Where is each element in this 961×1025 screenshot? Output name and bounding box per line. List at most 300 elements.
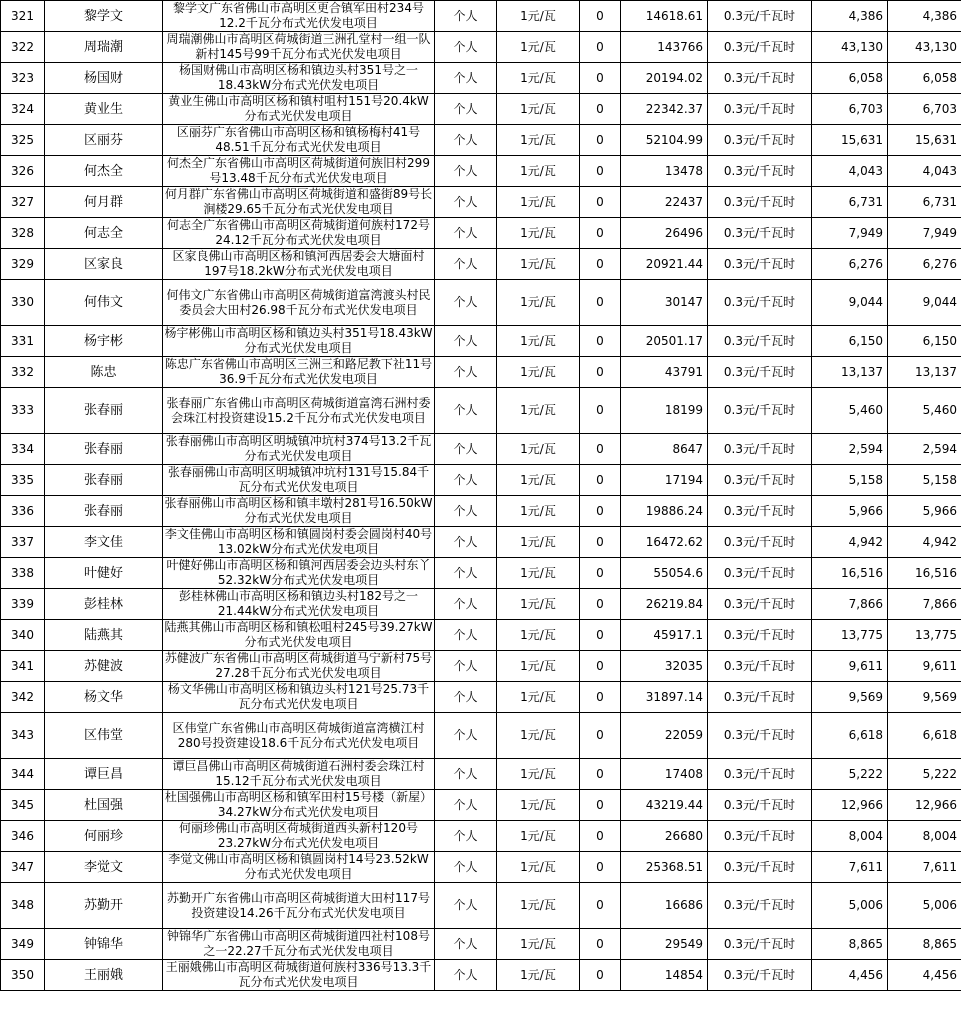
subsidy-total: 2,594 [888, 434, 961, 465]
subsidy-total: 4,942 [888, 527, 961, 558]
applicant-type: 个人 [435, 326, 497, 357]
subsidy-amount: 9,569 [812, 682, 888, 713]
row-number: 322 [1, 32, 45, 63]
zero-value: 0 [580, 960, 621, 991]
applicant-type: 个人 [435, 465, 497, 496]
table-row [1, 32, 961, 63]
applicant-type: 个人 [435, 1, 497, 32]
subsidy-standard: 1元/瓦 [497, 465, 580, 496]
generation-kwh: 22059 [621, 713, 708, 759]
table-row [1, 218, 961, 249]
table-row [1, 94, 961, 125]
subsidy-standard: 1元/瓦 [497, 759, 580, 790]
subsidy-rate: 0.3元/千瓦时 [708, 929, 812, 960]
applicant-type: 个人 [435, 759, 497, 790]
table-row [1, 821, 961, 852]
person-name: 王丽娥 [45, 960, 163, 991]
table-row [1, 713, 961, 759]
subsidy-amount: 6,058 [812, 63, 888, 94]
project-name: 杨文华佛山市高明区杨和镇边头村121号25.73千瓦分布式光伏发电项目 [163, 682, 435, 713]
person-name: 李文佳 [45, 527, 163, 558]
generation-kwh: 14618.61 [621, 1, 708, 32]
subsidy-amount: 5,006 [812, 883, 888, 929]
applicant-type: 个人 [435, 388, 497, 434]
row-number: 331 [1, 326, 45, 357]
applicant-type: 个人 [435, 218, 497, 249]
table-row [1, 434, 961, 465]
row-number: 339 [1, 589, 45, 620]
subsidy-standard: 1元/瓦 [497, 326, 580, 357]
subsidy-standard: 1元/瓦 [497, 1, 580, 32]
generation-kwh: 143766 [621, 32, 708, 63]
table-row [1, 326, 961, 357]
row-number: 337 [1, 527, 45, 558]
applicant-type: 个人 [435, 558, 497, 589]
project-name: 张春丽佛山市高明区杨和镇丰墩村281号16.50kW分布式光伏发电项目 [164, 496, 433, 525]
row-number: 334 [1, 434, 45, 465]
person-name: 苏勤开 [45, 883, 163, 929]
person-name: 黄业生 [45, 94, 163, 125]
generation-kwh: 14854 [621, 960, 708, 991]
zero-value: 0 [580, 32, 621, 63]
subsidy-total: 8,004 [888, 821, 961, 852]
subsidy-rate: 0.3元/千瓦时 [708, 94, 812, 125]
subsidy-total: 43,130 [888, 32, 961, 63]
subsidy-total: 7,611 [888, 852, 961, 883]
project-name: 区伟堂广东省佛山市高明区荷城街道富湾横江村280号投资建设18.6千瓦分布式光伏发电项目 [163, 713, 435, 759]
subsidy-total: 4,456 [888, 960, 961, 991]
project-name: 张春丽广东省佛山市高明区荷城街道富湾石洲村委会珠江村投资建设15.2千瓦分布式光伏发电项目 [163, 388, 435, 434]
row-number: 336 [1, 496, 45, 527]
subsidy-amount: 6,703 [812, 94, 888, 125]
project-name: 杨宇彬佛山市高明区杨和镇边头村351号18.43kW分布式光伏发电项目 [164, 326, 433, 355]
table-row [1, 125, 961, 156]
row-number: 324 [1, 94, 45, 125]
generation-kwh: 43219.44 [621, 790, 708, 821]
subsidy-rate: 0.3元/千瓦时 [708, 620, 812, 651]
row-number: 325 [1, 125, 45, 156]
subsidy-amount: 5,460 [812, 388, 888, 434]
subsidy-standard: 1元/瓦 [497, 852, 580, 883]
row-number: 350 [1, 960, 45, 991]
zero-value: 0 [580, 326, 621, 357]
applicant-type: 个人 [435, 713, 497, 759]
subsidy-standard: 1元/瓦 [497, 63, 580, 94]
person-name: 张春丽 [45, 388, 163, 434]
subsidy-standard: 1元/瓦 [497, 821, 580, 852]
subsidy-standard: 1元/瓦 [497, 249, 580, 280]
subsidy-standard: 1元/瓦 [497, 280, 580, 326]
zero-value: 0 [580, 218, 621, 249]
table-row [1, 527, 961, 558]
subsidy-standard: 1元/瓦 [497, 357, 580, 388]
table-row [1, 280, 961, 326]
subsidy-total: 8,865 [888, 929, 961, 960]
project-name: 钟锦华广东省佛山市高明区荷城街道四社村108号之一22.27千瓦分布式光伏发电项目 [163, 929, 435, 960]
project-name: 叶健好佛山市高明区杨和镇河西居委会边头村东丫52.32kW分布式光伏发电项目 [163, 558, 435, 589]
table-row [1, 249, 961, 280]
subsidy-rate: 0.3元/千瓦时 [708, 790, 812, 821]
subsidy-rate: 0.3元/千瓦时 [708, 821, 812, 852]
zero-value: 0 [580, 187, 621, 218]
applicant-type: 个人 [435, 682, 497, 713]
subsidy-rate: 0.3元/千瓦时 [708, 960, 812, 991]
person-name: 杜国强 [45, 790, 163, 821]
person-name: 李觉文 [45, 852, 163, 883]
subsidy-total: 5,222 [888, 759, 961, 790]
subsidy-rate: 0.3元/千瓦时 [708, 249, 812, 280]
applicant-type: 个人 [435, 527, 497, 558]
subsidy-amount: 8,004 [812, 821, 888, 852]
subsidy-rate: 0.3元/千瓦时 [708, 759, 812, 790]
generation-kwh: 26496 [621, 218, 708, 249]
project-name: 区家良佛山市高明区杨和镇河西居委会大塘面村197号18.2kW分布式光伏发电项目 [163, 249, 435, 280]
zero-value: 0 [580, 94, 621, 125]
generation-kwh: 29549 [621, 929, 708, 960]
zero-value: 0 [580, 465, 621, 496]
row-number: 345 [1, 790, 45, 821]
subsidy-standard: 1元/瓦 [497, 388, 580, 434]
table-row [1, 929, 961, 960]
subsidy-total: 4,386 [888, 1, 961, 32]
applicant-type: 个人 [435, 434, 497, 465]
generation-kwh: 55054.6 [621, 558, 708, 589]
zero-value: 0 [580, 156, 621, 187]
subsidy-standard: 1元/瓦 [497, 682, 580, 713]
subsidy-standard: 1元/瓦 [497, 558, 580, 589]
applicant-type: 个人 [435, 852, 497, 883]
person-name: 陆燕其 [45, 620, 163, 651]
subsidy-amount: 6,150 [812, 326, 888, 357]
table-row [1, 388, 961, 434]
zero-value: 0 [580, 357, 621, 388]
person-name: 叶健好 [45, 558, 163, 589]
subsidy-total: 6,703 [888, 94, 961, 125]
subsidy-amount: 4,942 [812, 527, 888, 558]
project-name: 李文佳佛山市高明区杨和镇圆岗村委会圆岗村40号13.02kW分布式光伏发电项目 [163, 527, 435, 558]
generation-kwh: 22437 [621, 187, 708, 218]
subsidy-rate: 0.3元/千瓦时 [708, 682, 812, 713]
subsidy-amount: 13,775 [812, 620, 888, 651]
subsidy-rate: 0.3元/千瓦时 [708, 125, 812, 156]
applicant-type: 个人 [435, 249, 497, 280]
subsidy-total: 13,775 [888, 620, 961, 651]
subsidy-rate: 0.3元/千瓦时 [708, 156, 812, 187]
applicant-type: 个人 [435, 125, 497, 156]
zero-value: 0 [580, 929, 621, 960]
generation-kwh: 16686 [621, 883, 708, 929]
row-number: 349 [1, 929, 45, 960]
project-name: 何杰全广东省佛山市高明区荷城街道何族旧村299号13.48千瓦分布式光伏发电项目 [163, 156, 435, 187]
subsidy-total: 7,866 [888, 589, 961, 620]
row-number: 347 [1, 852, 45, 883]
person-name: 张春丽 [45, 434, 163, 465]
subsidy-rate: 0.3元/千瓦时 [708, 388, 812, 434]
subsidy-total: 15,631 [888, 125, 961, 156]
row-number: 340 [1, 620, 45, 651]
subsidy-total: 9,044 [888, 280, 961, 326]
applicant-type: 个人 [435, 589, 497, 620]
subsidy-total: 13,137 [888, 357, 961, 388]
zero-value: 0 [580, 682, 621, 713]
subsidy-rate: 0.3元/千瓦时 [708, 651, 812, 682]
subsidy-standard: 1元/瓦 [497, 527, 580, 558]
subsidy-rate: 0.3元/千瓦时 [708, 713, 812, 759]
project-name: 区丽芬广东省佛山市高明区杨和镇杨梅村41号48.51千瓦分布式光伏发电项目 [163, 125, 435, 156]
table-row [1, 558, 961, 589]
subsidy-amount: 5,222 [812, 759, 888, 790]
subsidy-standard: 1元/瓦 [497, 589, 580, 620]
table-row [1, 620, 961, 651]
project-name: 苏健波广东省佛山市高明区荷城街道马宁新村75号27.28千瓦分布式光伏发电项目 [163, 651, 435, 682]
table-row [1, 589, 961, 620]
zero-value: 0 [580, 1, 621, 32]
zero-value: 0 [580, 527, 621, 558]
generation-kwh: 17194 [621, 465, 708, 496]
generation-kwh: 30147 [621, 280, 708, 326]
zero-value: 0 [580, 883, 621, 929]
subsidy-standard: 1元/瓦 [497, 218, 580, 249]
subsidy-standard: 1元/瓦 [497, 125, 580, 156]
person-name: 黎学文 [45, 1, 163, 32]
row-number: 344 [1, 759, 45, 790]
subsidy-standard: 1元/瓦 [497, 434, 580, 465]
project-name: 黄业生佛山市高明区杨和镇村咀村151号20.4kW分布式光伏发电项目 [163, 94, 435, 125]
subsidy-rate: 0.3元/千瓦时 [708, 218, 812, 249]
subsidy-amount: 9,044 [812, 280, 888, 326]
zero-value: 0 [580, 388, 621, 434]
subsidy-total: 9,611 [888, 651, 961, 682]
subsidy-standard: 1元/瓦 [497, 960, 580, 991]
generation-kwh: 22342.37 [621, 94, 708, 125]
table-row [1, 465, 961, 496]
generation-kwh: 25368.51 [621, 852, 708, 883]
row-number: 343 [1, 713, 45, 759]
generation-kwh: 43791 [621, 357, 708, 388]
zero-value: 0 [580, 496, 621, 527]
subsidy-total: 5,158 [888, 465, 961, 496]
subsidy-amount: 13,137 [812, 357, 888, 388]
subsidy-amount: 7,611 [812, 852, 888, 883]
generation-kwh: 45917.1 [621, 620, 708, 651]
project-name: 杜国强佛山市高明区杨和镇军田村15号楼（新屋）34.27kW分布式光伏发电项目 [163, 790, 435, 821]
table-row [1, 1, 961, 32]
subsidy-total: 6,276 [888, 249, 961, 280]
subsidy-total: 6,150 [888, 326, 961, 357]
generation-kwh: 18199 [621, 388, 708, 434]
row-number: 321 [1, 1, 45, 32]
person-name: 周瑞潮 [45, 32, 163, 63]
project-name: 杨国财佛山市高明区杨和镇边头村351号之一18.43kW分布式光伏发电项目 [163, 63, 435, 94]
row-number: 326 [1, 156, 45, 187]
subsidy-total: 16,516 [888, 558, 961, 589]
zero-value: 0 [580, 713, 621, 759]
generation-kwh: 20501.17 [621, 326, 708, 357]
subsidy-total: 4,043 [888, 156, 961, 187]
subsidy-rate: 0.3元/千瓦时 [708, 32, 812, 63]
subsidy-standard: 1元/瓦 [497, 651, 580, 682]
subsidy-rate: 0.3元/千瓦时 [708, 558, 812, 589]
subsidy-standard: 1元/瓦 [497, 156, 580, 187]
row-number: 332 [1, 357, 45, 388]
project-name: 张春丽佛山市高明区明城镇冲坑村131号15.84千瓦分布式光伏发电项目 [163, 465, 435, 496]
table-row [1, 357, 961, 388]
subsidy-amount: 6,276 [812, 249, 888, 280]
subsidy-amount: 6,731 [812, 187, 888, 218]
table-row [1, 156, 961, 187]
project-name: 谭巨昌佛山市高明区荷城街道石洲村委会珠江村15.12千瓦分布式光伏发电项目 [163, 759, 435, 790]
zero-value: 0 [580, 759, 621, 790]
table-row [1, 651, 961, 682]
table-row [1, 759, 961, 790]
project-name: 何伟文广东省佛山市高明区荷城街道富湾渡头村民委员会大田村26.98千瓦分布式光伏发电项目 [163, 280, 435, 326]
zero-value: 0 [580, 620, 621, 651]
row-number: 323 [1, 63, 45, 94]
row-number: 328 [1, 218, 45, 249]
person-name: 苏健波 [45, 651, 163, 682]
generation-kwh: 31897.14 [621, 682, 708, 713]
project-name: 何丽珍佛山市高明区荷城街道西头新村120号23.27kW分布式光伏发电项目 [163, 821, 435, 852]
subsidy-standard: 1元/瓦 [497, 94, 580, 125]
zero-value: 0 [580, 125, 621, 156]
row-number: 348 [1, 883, 45, 929]
table-row [1, 883, 961, 929]
person-name: 何伟文 [45, 280, 163, 326]
table-row [1, 63, 961, 94]
zero-value: 0 [580, 651, 621, 682]
row-number: 330 [1, 280, 45, 326]
project-name: 陈忠广东省佛山市高明区三洲三和路尼教下社11号36.9千瓦分布式光伏发电项目 [163, 357, 435, 388]
zero-value: 0 [580, 790, 621, 821]
applicant-type: 个人 [435, 187, 497, 218]
project-name: 周瑞潮佛山市高明区荷城街道三洲孔堂村一组一队新村145号99千瓦分布式光伏发电项目 [163, 32, 435, 63]
subsidy-total: 5,006 [888, 883, 961, 929]
person-name: 张春丽 [45, 465, 163, 496]
row-number: 338 [1, 558, 45, 589]
subsidy-amount: 5,966 [812, 496, 888, 527]
subsidy-standard: 1元/瓦 [497, 187, 580, 218]
generation-kwh: 26219.84 [621, 589, 708, 620]
zero-value: 0 [580, 821, 621, 852]
subsidy-rate: 0.3元/千瓦时 [708, 434, 812, 465]
subsidy-total: 6,058 [888, 63, 961, 94]
subsidy-total: 12,966 [888, 790, 961, 821]
subsidy-rate: 0.3元/千瓦时 [708, 187, 812, 218]
project-name: 彭桂林佛山市高明区杨和镇边头村182号之一21.44kW分布式光伏发电项目 [163, 589, 435, 620]
project-name: 陆燕其佛山市高明区杨和镇松咀村245号39.27kW分布式光伏发电项目 [164, 620, 433, 649]
person-name: 区家良 [45, 249, 163, 280]
table-row [1, 682, 961, 713]
project-name: 张春丽佛山市高明区明城镇冲坑村374号13.2千瓦分布式光伏发电项目 [163, 434, 435, 465]
subsidy-amount: 5,158 [812, 465, 888, 496]
zero-value: 0 [580, 63, 621, 94]
person-name: 区伟堂 [45, 713, 163, 759]
person-name: 何杰全 [45, 156, 163, 187]
person-name: 杨文华 [45, 682, 163, 713]
subsidy-rate: 0.3元/千瓦时 [708, 465, 812, 496]
row-number: 329 [1, 249, 45, 280]
zero-value: 0 [580, 434, 621, 465]
project-name: 王丽娥佛山市高明区荷城街道何族村336号13.3千瓦分布式光伏发电项目 [163, 960, 435, 991]
subsidy-rate: 0.3元/千瓦时 [708, 589, 812, 620]
subsidy-amount: 16,516 [812, 558, 888, 589]
generation-kwh: 52104.99 [621, 125, 708, 156]
applicant-type: 个人 [435, 357, 497, 388]
row-number: 342 [1, 682, 45, 713]
applicant-type: 个人 [435, 883, 497, 929]
applicant-type: 个人 [435, 929, 497, 960]
subsidy-amount: 2,594 [812, 434, 888, 465]
applicant-type: 个人 [435, 790, 497, 821]
generation-kwh: 20194.02 [621, 63, 708, 94]
person-name: 陈忠 [45, 357, 163, 388]
project-name: 李觉文佛山市高明区杨和镇圆岗村14号23.52kW分布式光伏发电项目 [163, 852, 435, 883]
applicant-type: 个人 [435, 94, 497, 125]
row-number: 346 [1, 821, 45, 852]
subsidy-total: 7,949 [888, 218, 961, 249]
person-name: 何志全 [45, 218, 163, 249]
subsidy-rate: 0.3元/千瓦时 [708, 63, 812, 94]
subsidy-rate: 0.3元/千瓦时 [708, 1, 812, 32]
subsidy-standard: 1元/瓦 [497, 32, 580, 63]
subsidy-standard: 1元/瓦 [497, 929, 580, 960]
generation-kwh: 16472.62 [621, 527, 708, 558]
project-name: 何志全广东省佛山市高明区荷城街道何族村172号24.12千瓦分布式光伏发电项目 [163, 218, 435, 249]
row-number: 335 [1, 465, 45, 496]
person-name: 何丽珍 [45, 821, 163, 852]
person-name: 杨国财 [45, 63, 163, 94]
zero-value: 0 [580, 249, 621, 280]
applicant-type: 个人 [435, 960, 497, 991]
subsidy-amount: 4,386 [812, 1, 888, 32]
person-name: 何月群 [45, 187, 163, 218]
subsidy-total: 6,618 [888, 713, 961, 759]
generation-kwh: 32035 [621, 651, 708, 682]
zero-value: 0 [580, 558, 621, 589]
table-row [1, 187, 961, 218]
subsidy-amount: 15,631 [812, 125, 888, 156]
subsidy-rate: 0.3元/千瓦时 [708, 883, 812, 929]
subsidy-rate: 0.3元/千瓦时 [708, 280, 812, 326]
generation-kwh: 17408 [621, 759, 708, 790]
subsidy-amount: 43,130 [812, 32, 888, 63]
subsidy-rate: 0.3元/千瓦时 [708, 496, 812, 527]
applicant-type: 个人 [435, 821, 497, 852]
subsidy-standard: 1元/瓦 [497, 713, 580, 759]
row-number: 333 [1, 388, 45, 434]
subsidy-amount: 4,043 [812, 156, 888, 187]
subsidy-standard: 1元/瓦 [497, 883, 580, 929]
applicant-type: 个人 [435, 156, 497, 187]
row-number: 341 [1, 651, 45, 682]
subsidy-rate: 0.3元/千瓦时 [708, 357, 812, 388]
person-name: 谭巨昌 [45, 759, 163, 790]
generation-kwh: 13478 [621, 156, 708, 187]
subsidy-amount: 6,618 [812, 713, 888, 759]
subsidy-rate: 0.3元/千瓦时 [708, 527, 812, 558]
subsidy-standard: 1元/瓦 [497, 620, 580, 651]
generation-kwh: 19886.24 [621, 496, 708, 527]
project-name: 何月群广东省佛山市高明区荷城街道和盛街89号长涧楼29.65千瓦分布式光伏发电项目 [163, 187, 435, 218]
zero-value: 0 [580, 589, 621, 620]
subsidy-total: 5,460 [888, 388, 961, 434]
project-name: 黎学文广东省佛山市高明区更合镇军田村234号12.2千瓦分布式光伏发电项目 [163, 1, 435, 32]
subsidy-total: 9,569 [888, 682, 961, 713]
applicant-type: 个人 [435, 496, 497, 527]
subsidy-rate: 0.3元/千瓦时 [708, 852, 812, 883]
applicant-type: 个人 [435, 620, 497, 651]
subsidy-total: 5,966 [888, 496, 961, 527]
